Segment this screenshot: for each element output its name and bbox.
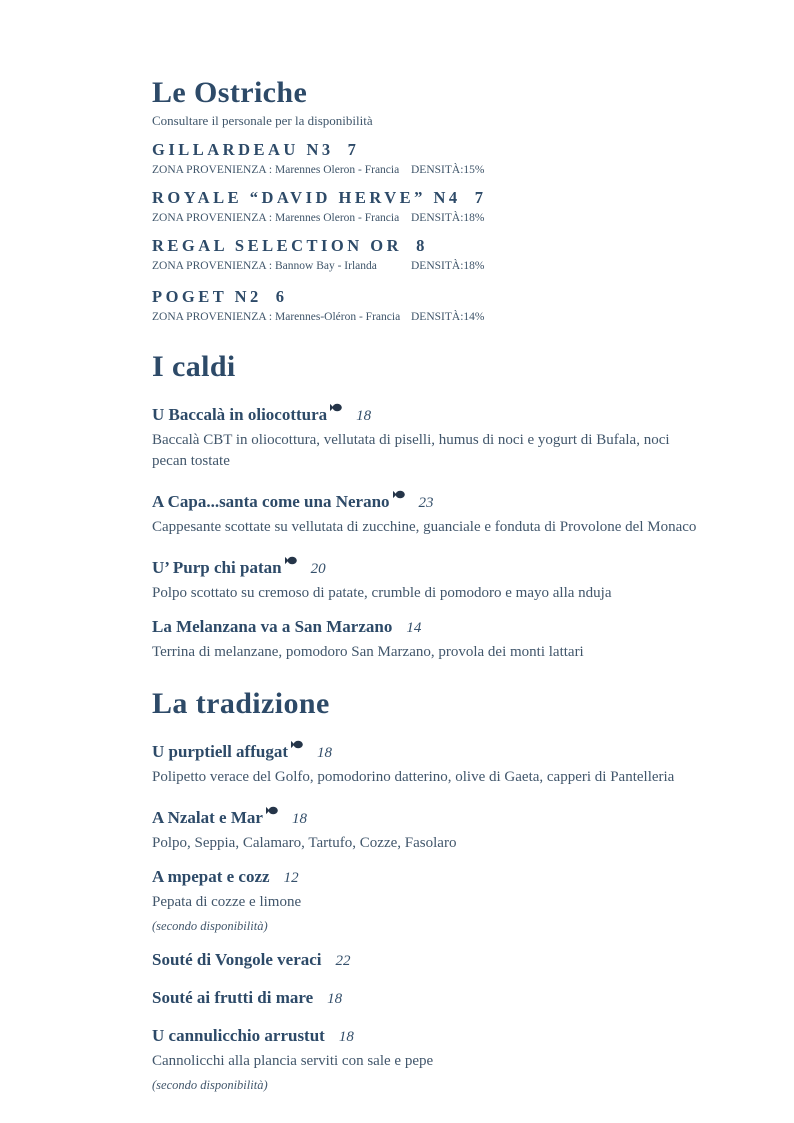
section-title-hot-dishes: I caldi xyxy=(152,350,236,383)
dish-item xyxy=(152,397,707,472)
oyster-meta xyxy=(152,310,707,324)
dish-title-line xyxy=(152,949,707,972)
density-value: 14% xyxy=(463,311,485,323)
dish-price: 20 xyxy=(310,561,326,577)
dish-name: U cannulicchio arrustut xyxy=(152,1026,325,1045)
frozen-fish-icon xyxy=(393,484,405,506)
dish-price: 18 xyxy=(356,408,372,424)
dish-price: 18 xyxy=(327,991,343,1007)
dish-item xyxy=(152,949,707,972)
density xyxy=(411,310,484,324)
dish-name: A Nzalat e Mar xyxy=(152,808,263,827)
oyster-price: 6 xyxy=(275,287,285,306)
dish-title-line xyxy=(152,484,707,514)
dish-price: 18 xyxy=(317,745,332,761)
oyster-meta xyxy=(152,211,707,225)
density xyxy=(411,163,484,177)
dish-name: A Capa...santa come una Nerano xyxy=(152,492,390,511)
density-label: DENSITÀ: xyxy=(411,311,464,323)
dish-title-line xyxy=(152,1025,707,1048)
dish-name: U Baccalà in oliocottura xyxy=(152,405,328,424)
oysters-subtitle: Consultare il personale per la disponibilità xyxy=(152,113,373,128)
section-title-tradition: La tradizione xyxy=(152,687,330,720)
dish-title-line xyxy=(152,734,707,764)
dish-title-line xyxy=(152,987,707,1010)
dish-description: Cappesante scottate su vellutata di zucchine, guanciale e fonduta di Provolone del Monaco xyxy=(152,519,697,535)
provenance-label: ZONA PROVENIENZA : xyxy=(152,311,275,323)
provenance-value: Marennes-Oléron - Francia xyxy=(275,311,401,323)
provenance xyxy=(152,163,411,177)
dish-price: 12 xyxy=(283,870,299,886)
dish-item xyxy=(152,616,707,663)
section-hot-dishes xyxy=(152,350,707,663)
oyster-title-line xyxy=(152,188,707,208)
dish-description: Polipetto verace del Golfo, pomodorino datterino, olive di Gaeta, capperi di Pantelleria xyxy=(152,769,675,785)
dish-title-line xyxy=(152,616,707,639)
provenance xyxy=(152,310,411,324)
oyster-item xyxy=(152,140,707,177)
oyster-item xyxy=(152,188,707,225)
dish-item xyxy=(152,866,707,934)
oyster-name: REGAL SELECTION OR xyxy=(152,236,403,255)
oyster-price: 8 xyxy=(416,236,425,255)
frozen-fish-icon xyxy=(285,550,297,572)
dish-title-line xyxy=(152,550,707,580)
density-value: 15% xyxy=(463,164,485,176)
oyster-title-line xyxy=(152,140,707,160)
density-value: 18% xyxy=(463,260,485,272)
oyster-item xyxy=(152,287,707,324)
dish-item xyxy=(152,800,707,854)
dish-title-line xyxy=(152,800,707,830)
dish-item xyxy=(152,484,707,538)
density-label: DENSITÀ: xyxy=(411,164,464,176)
oyster-name: ROYALE “DAVID HERVE” N4 xyxy=(152,188,461,207)
dish-title-line xyxy=(152,397,707,427)
dish-price: 14 xyxy=(406,620,422,636)
dish-description: Terrina di melanzane, pomodoro San Marzano, provola dei monti lattari xyxy=(152,644,584,660)
dish-description: Polpo, Seppia, Calamaro, Tartufo, Cozze, Fasolaro xyxy=(152,835,457,851)
oyster-item xyxy=(152,236,707,273)
frozen-fish-icon xyxy=(266,800,278,822)
dish-item xyxy=(152,550,707,604)
provenance-label: ZONA PROVENIENZA : xyxy=(152,164,275,176)
dish-name: U’ Purp chi patan xyxy=(152,558,282,577)
oyster-name: POGET N2 xyxy=(152,287,262,306)
oyster-price: 7 xyxy=(347,140,356,159)
menu-content xyxy=(152,76,707,1093)
dish-item xyxy=(152,987,707,1010)
dish-description: Cannolicchi alla plancia serviti con sale e pepe xyxy=(152,1053,434,1069)
dish-item xyxy=(152,734,707,788)
dish-name: U purptiell affugat xyxy=(152,742,288,761)
density-value: 18% xyxy=(463,212,485,224)
oyster-meta xyxy=(152,163,707,177)
provenance-value: Bannow Bay - Irlanda xyxy=(275,260,377,272)
dish-title-line xyxy=(152,866,707,889)
dish-price: 22 xyxy=(335,953,351,969)
dish-name: Souté di Vongole veraci xyxy=(152,950,322,969)
oyster-title-line xyxy=(152,287,707,307)
provenance xyxy=(152,259,411,273)
density-label: DENSITÀ: xyxy=(411,260,464,272)
dish-description: Baccalà CBT in oliocottura, vellutata di piselli, humus di noci e yogurt di Bufala, noci pecan tostate xyxy=(152,432,670,469)
oyster-title-line xyxy=(152,236,707,256)
section-oysters xyxy=(152,76,707,324)
availability-note: (secondo disponibilità) xyxy=(152,919,268,933)
provenance-label: ZONA PROVENIENZA : xyxy=(152,260,275,272)
oyster-name: GILLARDEAU N3 xyxy=(152,140,334,159)
oyster-price: 7 xyxy=(474,188,483,207)
section-tradition xyxy=(152,687,707,1093)
dish-item xyxy=(152,1025,707,1093)
dish-name: A mpepat e cozz xyxy=(152,867,270,886)
density xyxy=(411,211,484,225)
provenance-value: Marennes Oleron - Francia xyxy=(275,212,400,224)
density xyxy=(411,259,484,273)
frozen-fish-icon xyxy=(330,397,342,419)
provenance-value: Marennes Oleron - Francia xyxy=(275,164,400,176)
dish-price: 18 xyxy=(338,1029,354,1045)
dish-name: La Melanzana va a San Marzano xyxy=(152,617,393,636)
frozen-fish-icon xyxy=(291,734,303,756)
dish-price: 18 xyxy=(291,811,307,827)
provenance-label: ZONA PROVENIENZA : xyxy=(152,212,275,224)
section-title-oysters: Le Ostriche xyxy=(152,76,308,109)
dish-description: Pepata di cozze e limone xyxy=(152,894,302,910)
dish-price: 23 xyxy=(418,495,434,511)
provenance xyxy=(152,211,411,225)
availability-note: (secondo disponibilità) xyxy=(152,1078,268,1092)
density-label: DENSITÀ: xyxy=(411,212,464,224)
dish-name: Souté ai frutti di mare xyxy=(152,988,314,1007)
dish-description: Polpo scottato su cremoso di patate, crumble di pomodoro e mayo alla nduja xyxy=(152,585,612,601)
oyster-meta xyxy=(152,259,707,273)
